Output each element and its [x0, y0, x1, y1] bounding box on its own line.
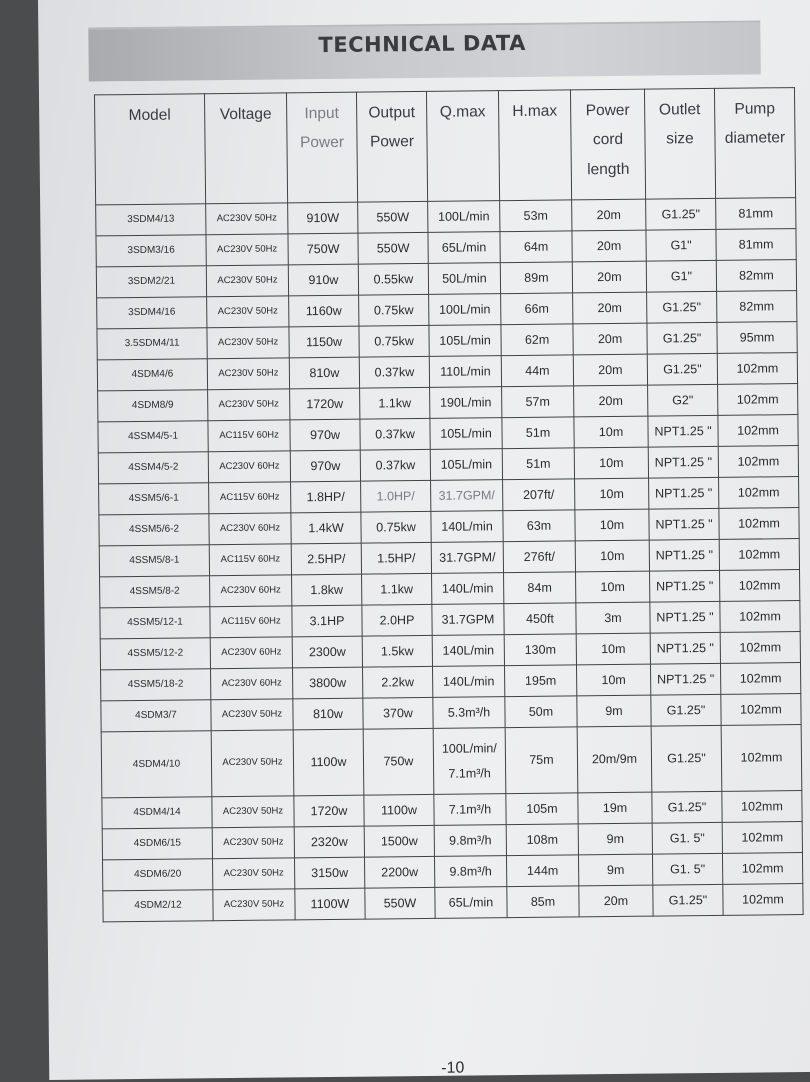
cell-hmax: 44m [501, 355, 573, 387]
cell-voltage: AC230V 50Hz [213, 858, 295, 890]
cell-model: 4SSM5/18-2 [101, 669, 211, 701]
cell-outlet-size: G1.25" [647, 291, 717, 323]
cell-voltage: AC230V 50Hz [206, 234, 288, 266]
page-title: TECHNICAL DATA [318, 30, 527, 58]
cell-voltage: AC230V 60Hz [210, 575, 292, 607]
cell-outlet-size: G1.25" [651, 694, 721, 726]
cell-pump-diameter: 95mm [717, 322, 797, 354]
qmax-line-2: 7.1m³/h [448, 765, 491, 781]
cell-outlet-size: G1.25" [651, 725, 722, 792]
cell-outlet-size: NPT1.25 " [650, 632, 720, 664]
cell-pump-diameter: 102mm [720, 570, 800, 602]
cell-model: 4SSM5/6-1 [99, 483, 209, 515]
cell-hmax: 57m [502, 386, 574, 418]
cell-qmax: 110L/min [429, 356, 501, 388]
cell-model: 4SDM8/9 [98, 390, 208, 422]
cell-pump-diameter: 102mm [723, 884, 803, 916]
cell-input-power: 1.4kW [291, 512, 361, 544]
cell-qmax: 140L/min [433, 666, 505, 698]
cell-voltage: AC230V 60Hz [208, 451, 290, 483]
cell-cord-length: 10m [576, 571, 650, 603]
cell-pump-diameter: 82mm [716, 260, 796, 292]
cell-cord-length: 20m [573, 354, 647, 386]
cell-voltage: AC115V 60Hz [210, 606, 292, 638]
cell-hmax: 105m [506, 793, 578, 825]
title-banner [88, 20, 761, 81]
cell-pump-diameter: 102mm [718, 415, 798, 447]
table-row [101, 725, 802, 798]
cell-input-power: 910w [288, 264, 358, 296]
cell-outlet-size: G1" [646, 229, 716, 261]
cell-voltage: AC230V 50Hz [213, 889, 295, 921]
cell-outlet-size: NPT1.25 " [649, 508, 719, 540]
cell-input-power: 1720w [290, 388, 360, 420]
cell-hmax: 62m [501, 324, 573, 356]
cell-input-power: 2.5HP/ [291, 543, 361, 575]
cell-pump-diameter: 102mm [721, 725, 802, 792]
cell-voltage: AC115V 60Hz [209, 544, 291, 576]
cell-cord-length: 20m [574, 385, 648, 417]
cell-pump-diameter: 81mm [716, 229, 796, 261]
cell-output-power: 370w [363, 697, 433, 729]
cell-input-power: 1.8kw [292, 574, 362, 606]
cell-output-power: 0.75kw [359, 294, 429, 326]
cell-model: 4SDM4/6 [97, 359, 207, 391]
cell-voltage: AC230V 50Hz [208, 389, 290, 421]
cell-input-power: 750W [288, 233, 358, 265]
cell-output-power: 1.5kw [362, 635, 432, 667]
cell-output-power: 1100w [364, 794, 434, 826]
cell-outlet-size: G1.25" [647, 322, 717, 354]
col-header-model: Model [94, 94, 205, 205]
cell-output-power: 1.5HP/ [361, 542, 431, 574]
cell-model: 4SSM5/6-2 [99, 514, 209, 546]
cell-output-power: 0.75kw [359, 325, 429, 357]
qmax-line-1: 100L/min/ [441, 740, 497, 756]
cell-voltage: AC230V 50Hz [211, 699, 293, 731]
cell-voltage: AC230V 60Hz [211, 668, 293, 700]
cell-input-power: 2320w [294, 826, 364, 858]
cell-output-power: 1.1kw [360, 387, 430, 419]
cell-input-power: 3150w [294, 857, 364, 889]
cell-input-power: 910W [288, 202, 358, 234]
cell-outlet-size: NPT1.25 " [650, 570, 720, 602]
cell-hmax: 63m [503, 510, 575, 542]
col-header-output-power: Output Power [356, 91, 427, 202]
cell-pump-diameter: 102mm [721, 694, 801, 726]
cell-output-power: 750w [363, 728, 434, 795]
cell-input-power: 1720w [294, 795, 364, 827]
cell-pump-diameter: 102mm [719, 539, 799, 571]
cell-hmax: 66m [501, 293, 573, 325]
cell-voltage: AC230V 50Hz [211, 730, 294, 797]
cell-voltage: AC230V 60Hz [209, 513, 291, 545]
cell-output-power: 550W [365, 887, 435, 919]
cell-output-power: 0.37kw [359, 356, 429, 388]
cell-outlet-size: G1" [646, 260, 716, 292]
cell-voltage: AC230V 50Hz [212, 796, 294, 828]
cell-qmax: 105L/min [430, 418, 502, 450]
cell-qmax [433, 728, 506, 795]
cell-hmax: 276ft/ [503, 541, 575, 573]
cell-hmax: 50m [505, 696, 577, 728]
cell-pump-diameter: 81mm [716, 198, 796, 230]
cell-hmax: 207ft/ [503, 479, 575, 511]
cell-outlet-size: NPT1.25 " [650, 601, 720, 633]
cell-outlet-size: G1.25" [652, 791, 722, 823]
cell-cord-length: 19m [578, 792, 652, 824]
cell-cord-length: 10m [576, 664, 650, 696]
cell-cord-length: 20m/9m [577, 726, 652, 793]
cell-outlet-size: NPT1.25 " [648, 415, 718, 447]
cell-voltage: AC230V 50Hz [212, 827, 294, 859]
cell-qmax: 65L/min [428, 232, 500, 264]
cell-outlet-size: G1.25" [646, 198, 716, 230]
cell-model: 3SDM4/13 [96, 204, 206, 236]
cell-outlet-size: G1.25" [653, 884, 723, 916]
cell-qmax: 5.3m³/h [433, 697, 505, 729]
cell-qmax: 140L/min [432, 635, 504, 667]
cell-voltage: AC230V 50Hz [206, 265, 288, 297]
cell-qmax: 31.7GPM [432, 604, 504, 636]
page-number: -10 [441, 1059, 465, 1077]
cell-outlet-size: NPT1.25 " [649, 539, 719, 571]
cell-output-power: 550W [358, 232, 428, 264]
cell-hmax: 53m [500, 200, 572, 232]
cell-output-power: 0.75kw [361, 511, 431, 543]
cell-model: 4SDM6/15 [102, 828, 212, 860]
cell-hmax: 84m [504, 572, 576, 604]
cell-model: 4SDM3/7 [101, 700, 211, 732]
cell-voltage: AC230V 50Hz [207, 327, 289, 359]
cell-cord-length: 20m [573, 323, 647, 355]
cell-hmax: 108m [506, 824, 578, 856]
col-header-voltage: Voltage [204, 93, 287, 204]
cell-model: 4SDM2/12 [103, 890, 213, 922]
cell-model: 3SDM4/16 [97, 297, 207, 329]
cell-model: 4SSM4/5-2 [98, 452, 208, 484]
cell-hmax: 130m [504, 634, 576, 666]
cell-cord-length: 9m [577, 695, 651, 727]
cell-input-power: 810w [289, 357, 359, 389]
cell-outlet-size: NPT1.25 " [649, 477, 719, 509]
cell-qmax: 50L/min [428, 263, 500, 295]
cell-qmax: 190L/min [430, 387, 502, 419]
cell-qmax: 9.8m³/h [434, 856, 506, 888]
cell-input-power: 3800w [293, 667, 363, 699]
cell-outlet-size: G1.25" [647, 353, 717, 385]
cell-cord-length: 10m [574, 447, 648, 479]
cell-hmax: 75m [505, 727, 578, 794]
cell-cord-length: 3m [576, 602, 650, 634]
cell-cord-length: 10m [575, 540, 649, 572]
cell-outlet-size: G1. 5" [652, 853, 722, 885]
cell-input-power: 1160w [289, 295, 359, 327]
cell-hmax: 89m [500, 262, 572, 294]
cell-qmax: 7.1m³/h [434, 794, 506, 826]
cell-model: 4SSM5/12-2 [100, 638, 210, 670]
cell-cord-length: 10m [574, 416, 648, 448]
cell-model: 4SDM6/20 [103, 859, 213, 891]
cell-model: 4SSM5/12-1 [100, 607, 210, 639]
cell-input-power: 1100w [293, 729, 364, 796]
cell-qmax: 105L/min [429, 325, 501, 357]
cell-model: 3SDM3/16 [96, 235, 206, 267]
cell-output-power: 1.1kw [362, 573, 432, 605]
cell-model: 3SDM2/21 [96, 266, 206, 298]
col-header-qmax: Q.max [426, 91, 499, 202]
cell-cord-length: 20m [572, 199, 646, 231]
table-header-row [94, 88, 795, 205]
cell-pump-diameter: 102mm [718, 446, 798, 478]
cell-hmax: 85m [507, 886, 579, 918]
cell-hmax: 51m [502, 417, 574, 449]
cell-pump-diameter: 102mm [719, 508, 799, 540]
cell-voltage: AC230V 50Hz [207, 296, 289, 328]
cell-outlet-size: G1. 5" [652, 822, 722, 854]
col-header-outlet-size: Outlet size [644, 88, 715, 199]
cell-cord-length: 10m [576, 633, 650, 665]
cell-output-power: 0.55kw [358, 263, 428, 295]
cell-input-power: 1150w [289, 326, 359, 358]
cell-qmax: 140L/min [432, 573, 504, 605]
cell-voltage: AC230V 50Hz [207, 358, 289, 390]
col-header-cord-length: Power cord length [570, 89, 645, 200]
cell-output-power: 1500w [364, 825, 434, 857]
cell-qmax: 9.8m³/h [434, 825, 506, 857]
cell-output-power: 2.2kw [363, 666, 433, 698]
cell-qmax: 100L/min [429, 294, 501, 326]
cell-input-power: 2300w [292, 636, 362, 668]
cell-model: 4SSM4/5-1 [98, 421, 208, 453]
cell-model: 4SDM4/14 [102, 797, 212, 829]
cell-hmax: 195m [504, 665, 576, 697]
cell-outlet-size: NPT1.25 " [648, 446, 718, 478]
cell-output-power: 550W [358, 201, 428, 233]
cell-input-power: 3.1HP [292, 605, 362, 637]
cell-voltage: AC115V 60Hz [209, 482, 291, 514]
col-header-input-power: Input Power [286, 92, 357, 203]
cell-hmax: 450ft [504, 603, 576, 635]
cell-outlet-size: G2" [648, 384, 718, 416]
cell-hmax: 51m [502, 448, 574, 480]
cell-output-power: 2200w [364, 856, 434, 888]
cell-pump-diameter: 102mm [719, 477, 799, 509]
cell-input-power: 810w [293, 698, 363, 730]
cell-output-power: 1.0HP/ [361, 480, 431, 512]
cell-pump-diameter: 102mm [722, 822, 802, 854]
cell-cord-length: 20m [572, 261, 646, 293]
cell-qmax: 31.7GPM/ [431, 542, 503, 574]
cell-pump-diameter: 102mm [717, 353, 797, 385]
cell-pump-diameter: 102mm [720, 663, 800, 695]
cell-input-power: 970w [290, 450, 360, 482]
cell-outlet-size: NPT1.25 " [650, 663, 720, 695]
cell-model: 4SSM5/8-1 [99, 545, 209, 577]
cell-qmax: 65L/min [435, 887, 507, 919]
cell-qmax: 31.7GPM/ [431, 480, 503, 512]
cell-cord-length: 9m [578, 854, 652, 886]
cell-input-power: 970w [290, 419, 360, 451]
cell-output-power: 2.0HP [362, 604, 432, 636]
cell-pump-diameter: 102mm [722, 791, 802, 823]
cell-cord-length: 9m [578, 823, 652, 855]
cell-cord-length: 10m [575, 478, 649, 510]
cell-cord-length: 20m [572, 230, 646, 262]
table-row [103, 884, 803, 922]
cell-pump-diameter: 102mm [722, 853, 802, 885]
cell-cord-length: 20m [579, 885, 653, 917]
cell-model: 4SDM4/10 [101, 731, 212, 798]
cell-voltage: AC115V 60Hz [208, 420, 290, 452]
cell-pump-diameter: 102mm [718, 384, 798, 416]
cell-qmax: 140L/min [431, 511, 503, 543]
cell-hmax: 64m [500, 231, 572, 263]
cell-qmax: 105L/min [430, 449, 502, 481]
cell-model: 3.5SDM4/11 [97, 328, 207, 360]
cell-input-power: 1.8HP/ [291, 481, 361, 513]
document-page [38, 0, 810, 1080]
cell-output-power: 0.37kw [360, 449, 430, 481]
cell-input-power: 1100W [295, 888, 365, 920]
cell-hmax: 144m [506, 855, 578, 887]
cell-model: 4SSM5/8-2 [100, 576, 210, 608]
cell-output-power: 0.37kw [360, 418, 430, 450]
cell-voltage: AC230V 60Hz [210, 637, 292, 669]
cell-qmax: 100L/min [428, 201, 500, 233]
col-header-pump-diameter: Pump diameter [714, 88, 795, 199]
cell-pump-diameter: 102mm [720, 601, 800, 633]
cell-cord-length: 10m [575, 509, 649, 541]
col-header-hmax: H.max [498, 90, 571, 201]
cell-cord-length: 20m [573, 292, 647, 324]
technical-data-table [94, 87, 804, 922]
cell-voltage: AC230V 50Hz [206, 203, 288, 235]
cell-pump-diameter: 82mm [717, 291, 797, 323]
cell-pump-diameter: 102mm [720, 632, 800, 664]
